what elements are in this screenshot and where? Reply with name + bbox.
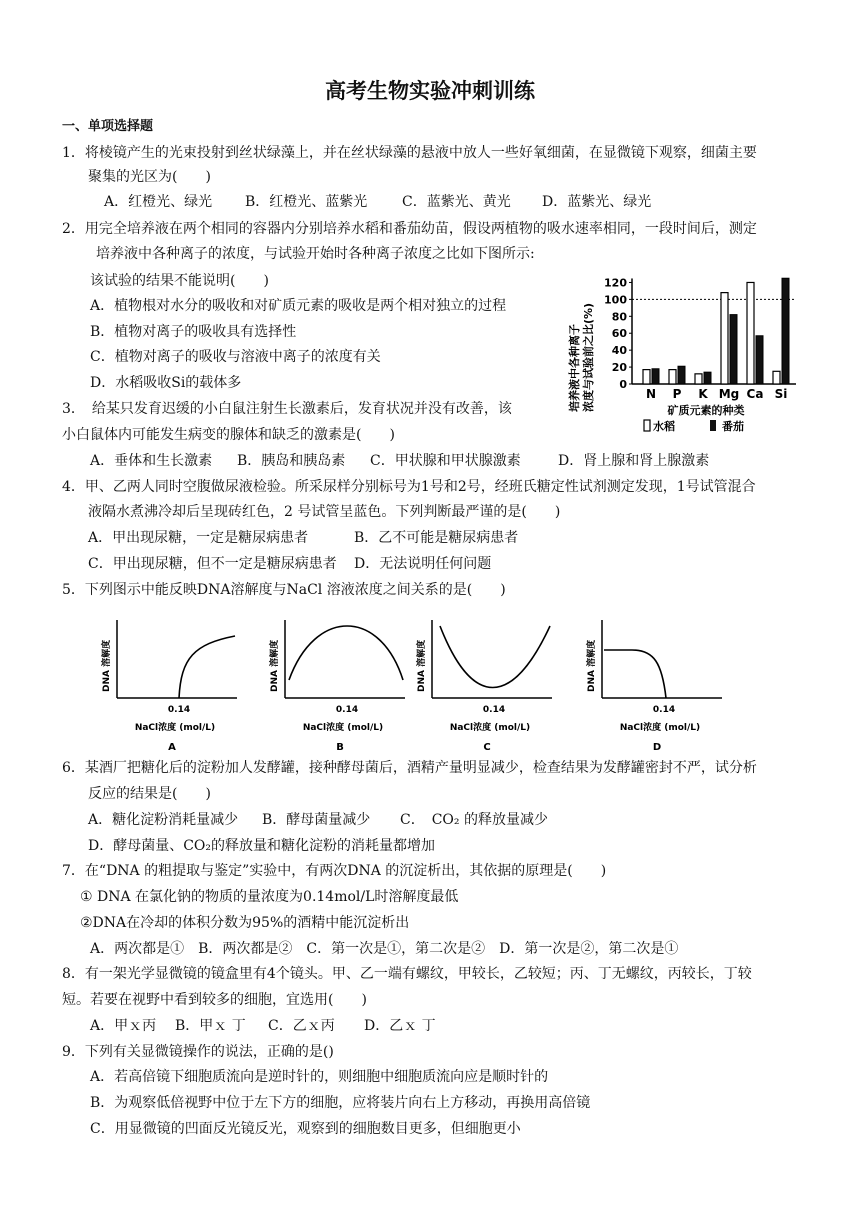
category-label: Ca <box>746 387 764 401</box>
y-tick-label: 20 <box>611 361 627 375</box>
bar-tomato <box>704 372 711 384</box>
q7-premise-1: ① DNA 在氯化钠的物质的量浓度为0.14mol/L时溶解度最低 <box>80 889 459 905</box>
q4-option-a: A．甲出现尿糖，一定是糖尿病患者 <box>88 530 309 546</box>
graph-tick: 0.14 <box>167 705 191 715</box>
graph-ylabel: DNA 溶解度 <box>102 639 112 692</box>
category-label: Mg <box>718 387 740 401</box>
q6-stem-line2: 反应的结果是( ) <box>88 786 211 802</box>
q3-option-c: C．甲状腺和甲状腺激素 <box>370 453 521 469</box>
bar-rice <box>643 370 650 384</box>
graph-xlabel: NaCl浓度 (mol/L) <box>619 723 701 733</box>
y-tick-label: 0 <box>619 378 627 391</box>
q4-option-b: B．乙不可能是糖尿病患者 <box>354 530 519 546</box>
bar-rice <box>773 371 780 384</box>
bar-rice <box>721 293 728 384</box>
dna-graph-a <box>100 620 237 753</box>
dna-graph-c <box>415 620 552 753</box>
q8-stem-line1: 8．有一架光学显微镜的镜盒里有4个镜头。甲、乙一端有螺纹，甲较长，乙较短；丙、丁无螺纹，丙较长，丁较 <box>62 966 752 982</box>
page-title: 高考生物实验冲刺训练 <box>325 79 535 103</box>
graph-letter: B <box>336 742 344 753</box>
q4-option-c: C．甲出现尿糖，但不一定是糖尿病患者 <box>88 556 337 572</box>
legend-swatch-tomato <box>710 420 716 431</box>
q9-option-c: C．用显微镜的凹面反光镜反光，观察到的细胞数目更多，但细胞更小 <box>90 1121 521 1137</box>
y-tick-label: 60 <box>611 327 627 341</box>
dna-graph-d <box>585 620 722 753</box>
q1-option-d: D．蓝紫光、绿光 <box>542 194 652 210</box>
bar-tomato <box>782 278 789 384</box>
q9-option-a: A．若高倍镜下细胞质流向是逆时针的，则细胞中细胞质流向应是顺时针的 <box>90 1069 549 1085</box>
q4-option-d: D．无法说明任何问题 <box>354 556 492 572</box>
q2-question: 该试验的结果不能说明( ) <box>90 273 269 289</box>
solubility-curve <box>604 650 666 698</box>
q3-option-b: B．胰岛和胰岛素 <box>237 453 346 469</box>
q1-option-b: B．红橙光、蓝紫光 <box>245 194 368 210</box>
bar-tomato <box>652 369 659 384</box>
y-tick-label: 80 <box>611 310 627 324</box>
q6-option-b: B．酵母菌量减少 <box>262 812 371 828</box>
bar-tomato <box>730 315 737 384</box>
q2-stem-line1: 2．用完全培养液在两个相同的容器内分别培养水稻和番茄幼苗，假设两植物的吸水速率相同，一段时间后，测定 <box>62 221 757 237</box>
dna-solubility-graphs <box>95 612 725 760</box>
q1-option-c: C．蓝紫光、黄光 <box>402 194 511 210</box>
graph-ylabel: DNA 溶解度 <box>270 639 280 692</box>
y-tick-label: 100 <box>604 293 627 307</box>
x-axis-label: 矿质元素的种类 <box>667 404 745 417</box>
bar-tomato <box>756 336 763 384</box>
q8-option-d: D．乙ｘ 丁 <box>364 1018 436 1034</box>
q8-option-c: C．乙ｘ丙 <box>268 1018 335 1034</box>
bar-rice <box>747 282 754 384</box>
q3-option-d: D．肾上腺和肾上腺激素 <box>558 453 710 469</box>
y-axis-label-line1: 培养液中各种离子 <box>568 324 581 412</box>
q2-stem-line2: 培养液中各种离子的浓度，与试验开始时各种离子浓度之比如下图所示: <box>96 246 535 262</box>
q2-option-c: C．植物对离子的吸收与溶液中离子的浓度有关 <box>90 349 381 365</box>
q6-stem-line1: 6．某酒厂把糖化后的淀粉加人发酵罐，接种酵母菌后，酒精产量明显减少，检查结果为发酵罐密封不严，试分析 <box>62 760 757 776</box>
graph-tick: 0.14 <box>652 705 676 715</box>
graph-letter: C <box>483 742 491 753</box>
category-label: P <box>672 387 682 401</box>
y-tick-label: 120 <box>604 276 627 290</box>
ion-ratio-bar-chart <box>560 266 800 444</box>
q3-option-a: A．垂体和生长激素 <box>90 453 213 469</box>
q1-stem-line1: 1．将棱镜产生的光束投射到丝状绿藻上，并在丝状绿藻的悬液中放人一些好氧细菌，在显微镜下观察，细菌主要 <box>62 145 757 161</box>
q3-stem-line2: 小白鼠体内可能发生病变的腺体和缺乏的激素是( ) <box>62 427 395 443</box>
q9-option-b: B．为观察低倍视野中位于左下方的细胞，应将装片向右上方移动，再换用高倍镜 <box>90 1095 591 1111</box>
q9-stem: 9．下列有关显微镜操作的说法，正确的是() <box>62 1044 334 1060</box>
bar-rice <box>669 370 676 384</box>
solubility-curve <box>289 626 403 680</box>
q6-option-a: A．糖化淀粉消耗量减少 <box>88 812 239 828</box>
y-tick-label: 40 <box>611 344 627 358</box>
graph-tick: 0.14 <box>335 705 359 715</box>
graph-ylabel: DNA 溶解度 <box>587 639 597 692</box>
q2-option-b: B．植物对离子的吸收具有选择性 <box>90 324 297 340</box>
category-label: Si <box>774 387 788 401</box>
graph-xlabel: NaCl浓度 (mol/L) <box>449 723 531 733</box>
q6-option-c: C． CO₂ 的释放量减少 <box>400 812 548 828</box>
graph-letter: D <box>652 742 662 753</box>
graph-letter: A <box>168 742 176 753</box>
y-axis-label-line2: 浓度与试验前之比(%) <box>582 302 595 412</box>
legend-label-tomato: 番茄 <box>722 420 744 433</box>
q2-option-d: D．水稻吸收Si的载体多 <box>90 375 242 391</box>
bar-rice <box>695 374 702 384</box>
legend-swatch-rice <box>644 420 650 431</box>
q6-option-d: D．酵母菌量、CO₂的释放量和糖化淀粉的消耗量都增加 <box>88 838 436 854</box>
q7-options: A．两次都是① B．两次都是② C．第一次是①，第二次是② D．第一次是②，第二次是① <box>90 941 679 957</box>
dna-graph-b <box>268 620 405 753</box>
q8-option-a: A．甲ｘ丙 <box>90 1018 157 1034</box>
graph-xlabel: NaCl浓度 (mol/L) <box>134 723 216 733</box>
section-heading: 一、单项选择题 <box>62 119 154 134</box>
q5-stem: 5．下列图示中能反映DNA溶解度与NaCl 溶液浓度之间关系的是( ) <box>62 582 506 598</box>
q4-stem-line2: 液隔水煮沸冷却后呈现砖红色，2 号试管呈蓝色。下列判断最严谨的是( ) <box>88 504 561 520</box>
q3-stem-line1: 3． 给某只发育迟缓的小白鼠注射生长激素后，发育状况并没有改善，该 <box>62 401 512 417</box>
bar-tomato <box>678 366 685 384</box>
q8-option-b: B．甲ｘ 丁 <box>175 1018 246 1034</box>
solubility-curve <box>440 626 550 688</box>
q1-stem-line2: 聚集的光区为( ) <box>88 169 211 185</box>
graph-ylabel: DNA 溶解度 <box>417 639 427 692</box>
q7-stem: 7．在“DNA 的粗提取与鉴定”实验中，有两次DNA 的沉淀析出，其依据的原理是( ) <box>62 863 607 879</box>
graph-tick: 0.14 <box>482 705 506 715</box>
category-label: N <box>645 387 657 401</box>
q4-stem-line1: 4．甲、乙两人同时空腹做尿液检验。所采尿样分别标号为1号和2号，经班氏糖定性试剂测定发现，1号试管混合 <box>62 479 756 495</box>
legend-label-rice: 水稻 <box>653 420 675 433</box>
q8-stem-line2: 短。若要在视野中看到较多的细胞，宜选用( ) <box>62 992 367 1008</box>
graph-xlabel: NaCl浓度 (mol/L) <box>302 723 384 733</box>
solubility-curve <box>179 636 235 698</box>
q2-option-a: A．植物根对水分的吸收和对矿质元素的吸收是两个相对独立的过程 <box>90 298 507 314</box>
category-label: K <box>698 387 708 401</box>
q1-option-a: A．红橙光、绿光 <box>104 194 213 210</box>
q7-premise-2: ②DNA在冷却的体积分数为95%的酒精中能沉淀析出 <box>80 915 410 931</box>
